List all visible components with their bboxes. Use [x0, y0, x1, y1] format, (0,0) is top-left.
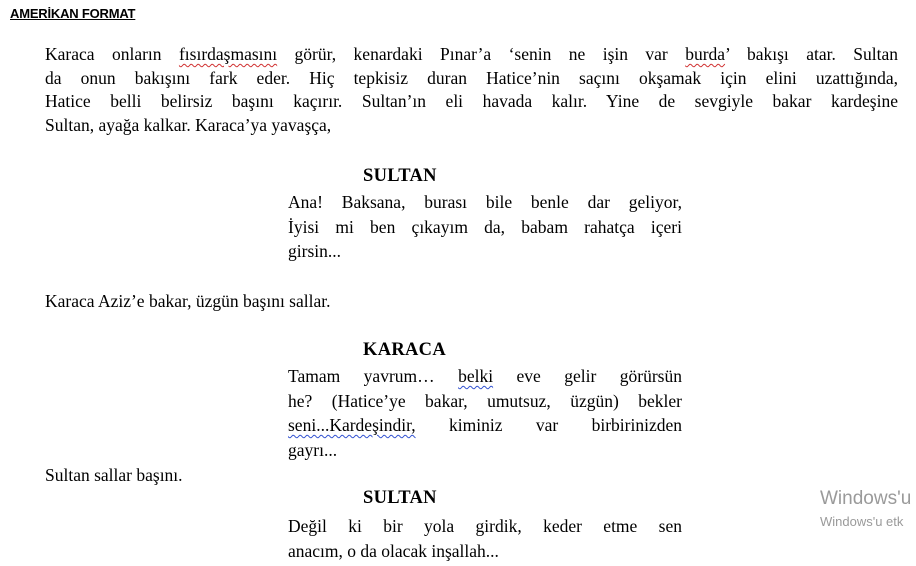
text-run: kiminiz var birbirinizden [415, 415, 682, 435]
grammar-error-word[interactable]: seni...Kardeşindir, [288, 415, 416, 435]
action-line: Sultan sallar başını. [45, 465, 183, 485]
text-run: görür, kenardaki Pınar’a ‘senin ne işin var [277, 44, 686, 64]
dialogue-block [288, 514, 682, 563]
windows-activation-watermark-subtitle: Windows'u etk [820, 514, 904, 529]
dialogue-line: Ana! Baksana, burası bile benle dar geliyor, [288, 192, 682, 212]
character-name: SULTAN [363, 488, 437, 508]
dialogue-line [288, 364, 682, 389]
text-run: eve gelir görürsün [493, 366, 682, 386]
character-name: KARACA [363, 340, 446, 360]
action-line: Sultan, ayağa kalkar. Karaca’ya yavaşça, [45, 114, 332, 135]
dialogue-line [288, 413, 682, 438]
text-run: Tamam yavrum… [288, 366, 459, 386]
action-line [45, 43, 898, 67]
dialogue-line: İyisi mi ben çıkayım da, babam rahatça içeri [288, 216, 682, 237]
spelling-error-word[interactable]: burda [685, 44, 726, 64]
windows-activation-watermark-title: Windows'u [820, 488, 912, 509]
action-paragraph-2 [45, 290, 898, 314]
document-heading: AMERİKAN FORMAT [10, 6, 136, 21]
action-paragraph-1 [45, 43, 898, 137]
dialogue-line: he? (Hatice’ye bakar, umutsuz, üzgün) bekler [288, 390, 682, 411]
dialogue-line: anacım, o da olacak inşallah... [288, 540, 499, 561]
spelling-error-word[interactable]: fısırdaşmasını [178, 44, 278, 64]
character-name: SULTAN [363, 166, 437, 186]
dialogue-block [288, 364, 682, 462]
action-line: Karaca Aziz’e bakar, üzgün başını sallar. [45, 291, 331, 311]
text-run: Karaca onların [45, 44, 179, 64]
grammar-error-word[interactable]: belki [458, 366, 494, 386]
text-run: ’ bakışı atar. Sultan [725, 44, 898, 64]
dialogue-block [288, 190, 682, 264]
dialogue-line: Değil ki bir yola girdik, keder etme sen [288, 516, 682, 536]
action-paragraph-3 [45, 464, 898, 488]
action-line: da onun bakışını fark eder. Hiç tepkisiz duran Hatice’nin saçını okşamak için elini uzattığında, [45, 67, 898, 88]
dialogue-line: gayrı... [288, 439, 338, 460]
action-line: Hatice belli belirsiz başını kaçırır. Sultan’ın eli havada kalır. Yine de sevgiyle bakar kardeşine [45, 91, 898, 111]
dialogue-line: girsin... [288, 241, 341, 261]
